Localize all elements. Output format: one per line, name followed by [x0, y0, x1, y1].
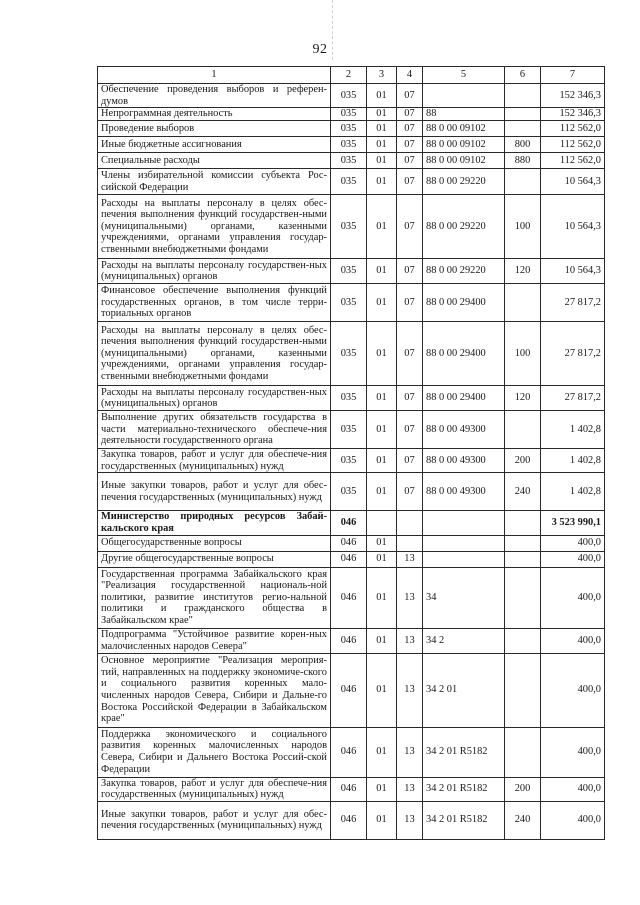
- target-code-cell: 88 0 00 29220: [423, 169, 505, 195]
- subsection-code-cell: 07: [397, 195, 423, 259]
- amount-cell: 10 564,3: [541, 169, 605, 195]
- subsection-code-cell: 07: [397, 284, 423, 322]
- target-code-cell: 34: [423, 567, 505, 628]
- table-row: [98, 284, 605, 322]
- target-code-cell: 88 0 00 29400: [423, 386, 505, 411]
- amount-cell: 400,0: [541, 801, 605, 839]
- row-name-cell: Другие общегосударственные вопросы: [98, 551, 331, 567]
- subsection-code-cell: 07: [397, 322, 423, 386]
- row-name-cell: Общегосударственные вопросы: [98, 535, 331, 551]
- subsection-code-cell: 07: [397, 169, 423, 195]
- target-code-cell: [423, 551, 505, 567]
- row-name-cell: Иные бюджетные ассигнования: [98, 137, 331, 153]
- target-code-cell: 34 2 01: [423, 653, 505, 727]
- expense-type-cell: [505, 411, 541, 449]
- section-code-cell: 01: [367, 777, 397, 801]
- target-code-cell: 34 2: [423, 628, 505, 653]
- expense-type-cell: [505, 551, 541, 567]
- subsection-code-cell: 13: [397, 801, 423, 839]
- section-code-cell: 01: [367, 195, 397, 259]
- subsection-code-cell: 07: [397, 259, 423, 284]
- column-number: 4: [397, 67, 423, 84]
- expense-type-cell: [505, 535, 541, 551]
- expense-type-cell: 200: [505, 449, 541, 473]
- amount-cell: 3 523 990,1: [541, 511, 605, 535]
- section-code-cell: 01: [367, 84, 397, 108]
- target-code-cell: 88 0 00 09102: [423, 137, 505, 153]
- table-row: [98, 169, 605, 195]
- amount-cell: 112 562,0: [541, 121, 605, 137]
- ministry-code-cell: 035: [331, 108, 367, 121]
- amount-cell: 112 562,0: [541, 137, 605, 153]
- expense-type-cell: [505, 121, 541, 137]
- ministry-code-cell: 035: [331, 84, 367, 108]
- ministry-code-cell: 035: [331, 137, 367, 153]
- ministry-code-cell: 035: [331, 259, 367, 284]
- target-code-cell: 88 0 00 09102: [423, 153, 505, 169]
- ministry-code-cell: 046: [331, 628, 367, 653]
- target-code-cell: 88 0 00 49300: [423, 473, 505, 511]
- budget-table: [97, 66, 605, 840]
- table-row: [98, 511, 605, 535]
- expense-type-cell: [505, 653, 541, 727]
- expense-type-cell: [505, 628, 541, 653]
- amount-cell: 400,0: [541, 777, 605, 801]
- expense-type-cell: [505, 511, 541, 535]
- table-row: [98, 259, 605, 284]
- table-row: [98, 551, 605, 567]
- row-name-cell: Специальные расходы: [98, 153, 331, 169]
- target-code-cell: 88 0 00 29400: [423, 284, 505, 322]
- row-name-cell: Выполнение других обязательств государства в части материально-технического обеспече-ния деятельности государственного органа: [98, 411, 331, 449]
- table-row: [98, 121, 605, 137]
- section-code-cell: 01: [367, 628, 397, 653]
- row-name-cell: Иные закупки товаров, работ и услуг для обес-печения государственных (муниципальных) нужд: [98, 801, 331, 839]
- ministry-code-cell: 035: [331, 411, 367, 449]
- target-code-cell: 34 2 01 R5182: [423, 727, 505, 777]
- subsection-code-cell: 13: [397, 567, 423, 628]
- target-code-cell: 88 0 00 49300: [423, 449, 505, 473]
- section-code-cell: 01: [367, 411, 397, 449]
- column-number: 7: [541, 67, 605, 84]
- row-name-cell: Расходы на выплаты персоналу государствен-ных (муниципальных) органов: [98, 386, 331, 411]
- expense-type-cell: [505, 169, 541, 195]
- amount-cell: 27 817,2: [541, 284, 605, 322]
- subsection-code-cell: 07: [397, 153, 423, 169]
- subsection-code-cell: 13: [397, 551, 423, 567]
- target-code-cell: 88 0 00 09102: [423, 121, 505, 137]
- table-row: [98, 411, 605, 449]
- amount-cell: 1 402,8: [541, 411, 605, 449]
- column-number: 5: [423, 67, 505, 84]
- table-body: [98, 67, 605, 840]
- section-code-cell: 01: [367, 153, 397, 169]
- amount-cell: 1 402,8: [541, 449, 605, 473]
- expense-type-cell: [505, 284, 541, 322]
- table-row: [98, 653, 605, 727]
- row-name-cell: Обеспечение проведения выборов и референ-думов: [98, 84, 331, 108]
- section-code-cell: 01: [367, 801, 397, 839]
- row-name-cell: Закупка товаров, работ и услуг для обеспече-ния государственных (муниципальных) нужд: [98, 449, 331, 473]
- column-number: 3: [367, 67, 397, 84]
- subsection-code-cell: 13: [397, 727, 423, 777]
- target-code-cell: 34 2 01 R5182: [423, 777, 505, 801]
- section-code-cell: 01: [367, 449, 397, 473]
- expense-type-cell: 800: [505, 137, 541, 153]
- amount-cell: 152 346,3: [541, 84, 605, 108]
- section-code-cell: [367, 511, 397, 535]
- amount-cell: 112 562,0: [541, 153, 605, 169]
- ministry-code-cell: 046: [331, 511, 367, 535]
- section-code-cell: 01: [367, 727, 397, 777]
- amount-cell: 400,0: [541, 535, 605, 551]
- amount-cell: 400,0: [541, 628, 605, 653]
- row-name-cell: Финансовое обеспечение выполнения функций государственных органов, в том числе терри-ториальных органов: [98, 284, 331, 322]
- section-code-cell: 01: [367, 108, 397, 121]
- table-row: [98, 801, 605, 839]
- amount-cell: 1 402,8: [541, 473, 605, 511]
- subsection-code-cell: [397, 511, 423, 535]
- column-number: 6: [505, 67, 541, 84]
- section-code-cell: 01: [367, 169, 397, 195]
- target-code-cell: [423, 84, 505, 108]
- ministry-code-cell: 035: [331, 473, 367, 511]
- amount-cell: 400,0: [541, 567, 605, 628]
- section-code-cell: 01: [367, 653, 397, 727]
- target-code-cell: 88 0 00 29220: [423, 195, 505, 259]
- table-row: [98, 84, 605, 108]
- ministry-code-cell: 046: [331, 551, 367, 567]
- column-number: 1: [98, 67, 331, 84]
- row-name-cell: Министерство природных ресурсов Забай-кальского края: [98, 511, 331, 535]
- table-row: [98, 535, 605, 551]
- amount-cell: 400,0: [541, 551, 605, 567]
- row-name-cell: Подпрограмма "Устойчивое развитие корен-ных малочисленных народов Севера": [98, 628, 331, 653]
- expense-type-cell: [505, 727, 541, 777]
- row-name-cell: Закупка товаров, работ и услуг для обеспече-ния государственных (муниципальных) нужд: [98, 777, 331, 801]
- ministry-code-cell: 046: [331, 535, 367, 551]
- ministry-code-cell: 046: [331, 801, 367, 839]
- expense-type-cell: 120: [505, 259, 541, 284]
- section-code-cell: 01: [367, 121, 397, 137]
- amount-cell: 152 346,3: [541, 108, 605, 121]
- section-code-cell: 01: [367, 284, 397, 322]
- amount-cell: 10 564,3: [541, 195, 605, 259]
- expense-type-cell: 240: [505, 473, 541, 511]
- subsection-code-cell: 13: [397, 777, 423, 801]
- table-row: [98, 386, 605, 411]
- ministry-code-cell: 035: [331, 386, 367, 411]
- subsection-code-cell: 07: [397, 473, 423, 511]
- page-number: 92: [312, 42, 328, 57]
- table-row: [98, 195, 605, 259]
- row-name-cell: Проведение выборов: [98, 121, 331, 137]
- table-row: [98, 727, 605, 777]
- amount-cell: 27 817,2: [541, 386, 605, 411]
- ministry-code-cell: 046: [331, 727, 367, 777]
- ministry-code-cell: 035: [331, 449, 367, 473]
- table-row: [98, 777, 605, 801]
- row-name-cell: Поддержка экономического и социального развития коренных малочисленных народов Севера, Сибири и Дальнего Востока Россий-ской Федерации: [98, 727, 331, 777]
- expense-type-cell: [505, 108, 541, 121]
- expense-type-cell: 880: [505, 153, 541, 169]
- subsection-code-cell: 13: [397, 653, 423, 727]
- subsection-code-cell: 07: [397, 121, 423, 137]
- target-code-cell: 88 0 00 49300: [423, 411, 505, 449]
- expense-type-cell: 120: [505, 386, 541, 411]
- amount-cell: 10 564,3: [541, 259, 605, 284]
- ministry-code-cell: 035: [331, 284, 367, 322]
- row-name-cell: Расходы на выплаты персоналу государствен-ных (муниципальных) органов: [98, 259, 331, 284]
- column-number: 2: [331, 67, 367, 84]
- ministry-code-cell: 035: [331, 195, 367, 259]
- table-row: [98, 628, 605, 653]
- table-row: [98, 449, 605, 473]
- section-code-cell: 01: [367, 137, 397, 153]
- table-row: [98, 153, 605, 169]
- subsection-code-cell: 07: [397, 411, 423, 449]
- expense-type-cell: [505, 567, 541, 628]
- amount-cell: 27 817,2: [541, 322, 605, 386]
- section-code-cell: 01: [367, 551, 397, 567]
- row-name-cell: Расходы на выплаты персоналу в целях обес-печения выполнения функций государствен-ными (муниципальными) органами, казенными учреждениями, органами управления государ-ственными внебюджетными фондами: [98, 195, 331, 259]
- expense-type-cell: 100: [505, 195, 541, 259]
- table-row: [98, 473, 605, 511]
- target-code-cell: 88 0 00 29220: [423, 259, 505, 284]
- expense-type-cell: 200: [505, 777, 541, 801]
- table-row: [98, 322, 605, 386]
- table-row: [98, 567, 605, 628]
- ministry-code-cell: 035: [331, 153, 367, 169]
- section-code-cell: 01: [367, 473, 397, 511]
- table-row: [98, 137, 605, 153]
- ministry-code-cell: 046: [331, 567, 367, 628]
- ministry-code-cell: 046: [331, 653, 367, 727]
- column-number-row: [98, 67, 605, 84]
- amount-cell: 400,0: [541, 727, 605, 777]
- section-code-cell: 01: [367, 322, 397, 386]
- subsection-code-cell: 07: [397, 386, 423, 411]
- section-code-cell: 01: [367, 259, 397, 284]
- target-code-cell: [423, 511, 505, 535]
- ministry-code-cell: 035: [331, 169, 367, 195]
- table-row: [98, 108, 605, 121]
- amount-cell: 400,0: [541, 653, 605, 727]
- row-name-cell: Иные закупки товаров, работ и услуг для обес-печения государственных (муниципальных) нужд: [98, 473, 331, 511]
- ministry-code-cell: 035: [331, 121, 367, 137]
- ministry-code-cell: 035: [331, 322, 367, 386]
- subsection-code-cell: 07: [397, 84, 423, 108]
- expense-type-cell: 100: [505, 322, 541, 386]
- section-code-cell: 01: [367, 567, 397, 628]
- section-code-cell: 01: [367, 535, 397, 551]
- subsection-code-cell: 07: [397, 449, 423, 473]
- target-code-cell: 88: [423, 108, 505, 121]
- row-name-cell: Государственная программа Забайкальского края "Реализация государственной националь-ной политики, развитие институтов регио-нальной политики и гражданского общества в Забайкальском крае": [98, 567, 331, 628]
- subsection-code-cell: 07: [397, 108, 423, 121]
- subsection-code-cell: 07: [397, 137, 423, 153]
- subsection-code-cell: 13: [397, 628, 423, 653]
- expense-type-cell: [505, 84, 541, 108]
- row-name-cell: Расходы на выплаты персоналу в целях обес-печения выполнения функций государствен-ными (муниципальными) органами, казенными учреждениями, органами управления государ-ственными внебюджетными фондами: [98, 322, 331, 386]
- row-name-cell: Основное мероприятие "Реализация мероприя-тий, направленных на поддержку экономиче-ского и социального развития коренных мало-численных народов Севера, Сибири и Дальне-го Востока Российской Федерации в Забайкальском крае": [98, 653, 331, 727]
- section-code-cell: 01: [367, 386, 397, 411]
- target-code-cell: 88 0 00 29400: [423, 322, 505, 386]
- target-code-cell: [423, 535, 505, 551]
- subsection-code-cell: [397, 535, 423, 551]
- target-code-cell: 34 2 01 R5182: [423, 801, 505, 839]
- ministry-code-cell: 046: [331, 777, 367, 801]
- expense-type-cell: 240: [505, 801, 541, 839]
- row-name-cell: Члены избирательной комиссии субъекта Рос-сийской Федерации: [98, 169, 331, 195]
- row-name-cell: Непрограммная деятельность: [98, 108, 331, 121]
